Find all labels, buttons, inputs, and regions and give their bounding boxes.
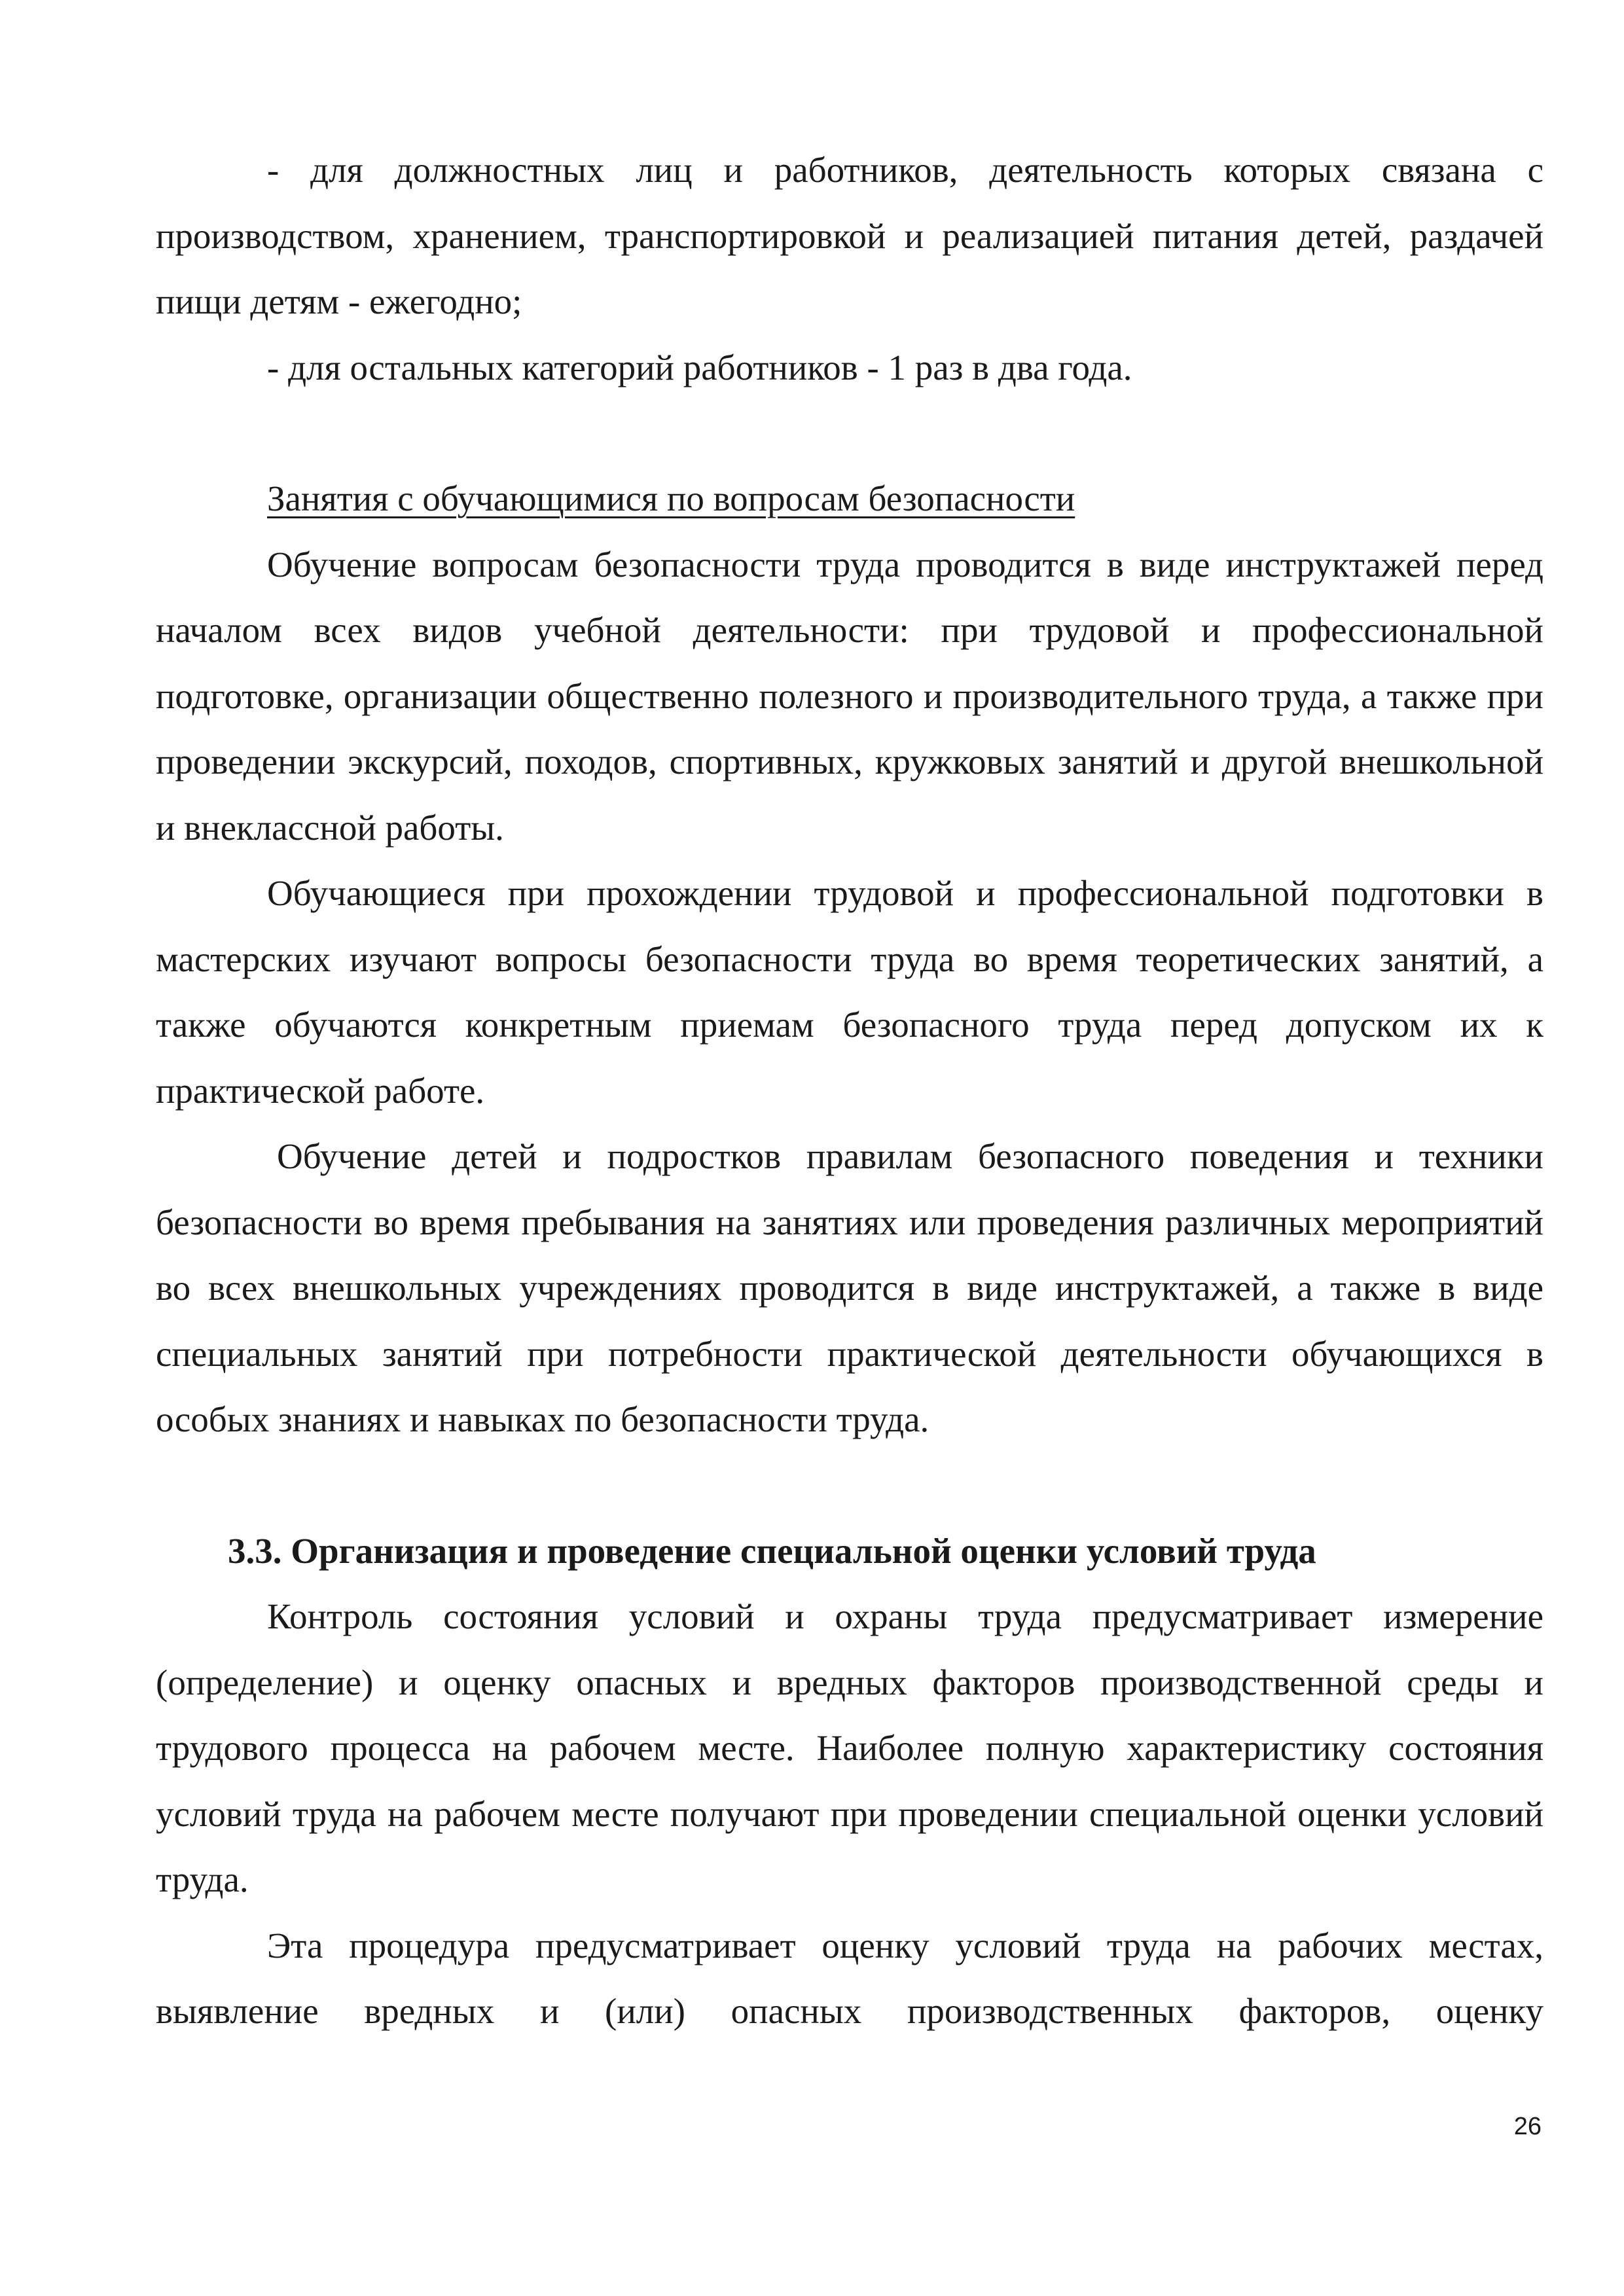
subsection-title-text: Занятия с обучающимися по вопросам безопасности [267, 478, 1075, 518]
subsection-title [156, 466, 1543, 532]
paragraph-officials-annual: - для должностных лиц и работников, деятельность которых связана с производством, хранением, транспортировкой и реализацией питания детей, раздачей пищи детям - ежегодно; [156, 150, 1543, 321]
document-page [156, 137, 1543, 2045]
paragraph-children-instruction: Обучение детей и подростков правилам безопасного поведения и техники безопасности во время пребывания на занятиях или проведения различных мероприятий во всех внешкольных учреждениях проводится в виде инструктажей, а также в виде специальных занятий при потребности практической деятельности обучающихся в особых знаниях и навыках по безопасности труда. [156, 1136, 1543, 1439]
page-number: 26 [1513, 2113, 1542, 2140]
paragraph-working-conditions-control: Контроль состояния условий и охраны труда предусматривает измерение (определение) и оценку опасных и вредных факторов производственной среды и трудового процесса на рабочем месте. Наиболее полную характеристику состояния условий труда на рабочем месте получают при проведении специальной оценки условий труда. [156, 1596, 1543, 1899]
paragraph-workshop-training: Обучающиеся при прохождении трудовой и профессиональной подготовки в мастерских изучают вопросы безопасности труда во время теоретических занятий, а также обучаются конкретным приемам безопасного труда перед допуском их к практической работе. [156, 873, 1543, 1111]
section-title: 3.3. Организация и проведение специальной оценки условий труда [228, 1530, 1316, 1571]
paragraph-other-employees: - для остальных категорий работников - 1 раз в два года. [267, 347, 1132, 387]
paragraph-procedure-assessment: Эта процедура предусматривает оценку условий труда на рабочих местах, выявление вредных и (или) опасных производственных факторов, оценку [156, 1925, 1543, 2031]
paragraph-safety-training: Обучение вопросам безопасности труда проводится в виде инструктажей перед началом всех видов учебной деятельности: при трудовой и профессиональной подготовке, организации общественно полезного и производительного труда, а также при проведении экскурсий, походов, спортивных, кружковых занятий и другой внешкольной и внеклассной работы. [156, 544, 1543, 848]
